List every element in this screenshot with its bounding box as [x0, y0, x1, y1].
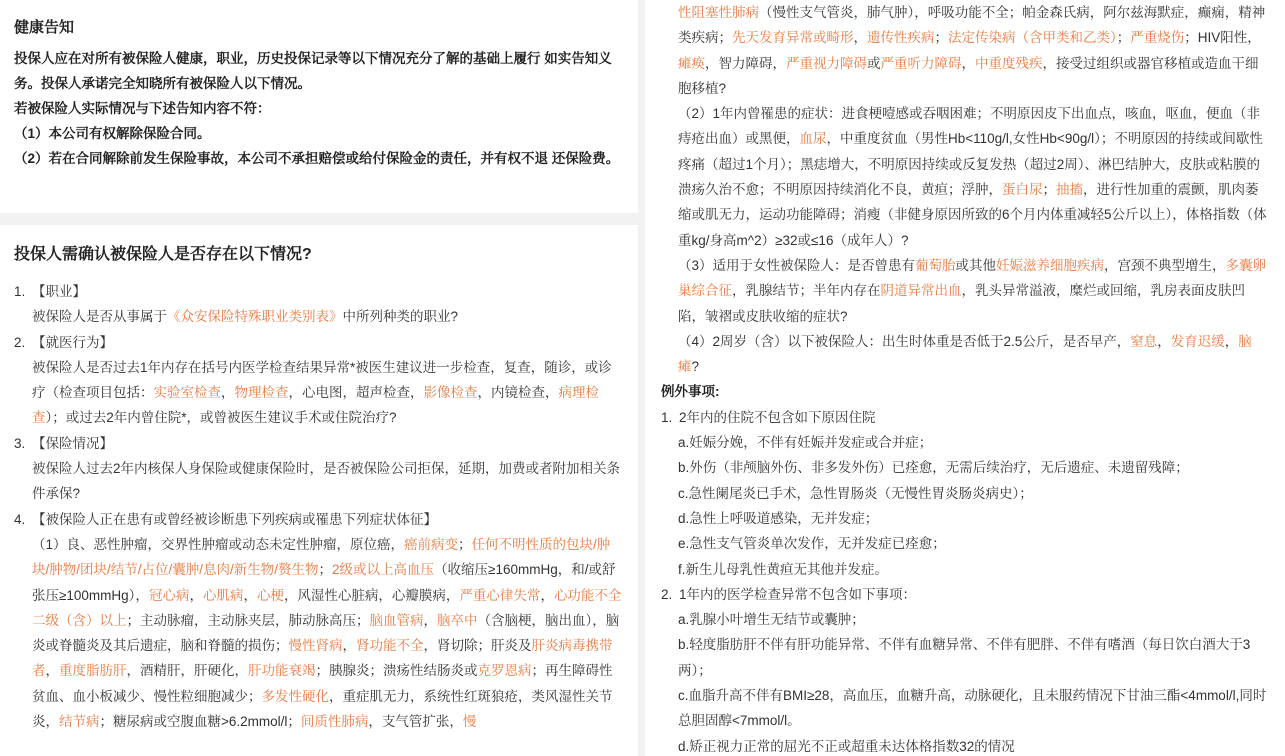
- exception-number: 1.: [661, 409, 673, 425]
- text-segment: （1）良、恶性肿瘤，交界性肿瘤或动态未定性肿瘤，原位癌，: [32, 536, 405, 552]
- highlighted-term: 性阻塞性肺病: [678, 5, 759, 20]
- text-segment: （慢性支气管炎，肺气肿），呼吸功能不全；帕金森氏病，阿尔兹海默症，癫痫，精神类疾病；: [678, 5, 1266, 46]
- text-segment: ，: [1224, 333, 1239, 349]
- text-segment: ）；或过去2年内曾住院*，或曾被医生建议手术或住院治疗?: [45, 410, 397, 426]
- notice-intro: 投保人应在对所有被保险人健康，职业，历史投保记录等以下情况充分了解的基础上履行 如实告知义务。投保人承诺完全知晓所有被保险人以下情况。: [14, 51, 612, 91]
- text-segment: （2）1年内曾罹患的症状：进食梗噎感或吞咽困难；不明原因皮下出血点，咳血，呕血，便血（非痔疮出血）或黑便，: [678, 106, 1261, 147]
- highlighted-term: 慢性肾病: [288, 638, 343, 654]
- question-heading: 【保险情况】: [32, 435, 113, 451]
- text-segment: ，肾切除；肝炎及: [423, 638, 532, 654]
- text-segment: 被保险人过去2年内核保人身保险或健康保险时，是否被保险公司拒保，延期，加费或者附加相关条件承保?: [32, 461, 621, 502]
- text-segment: ；HIV阳性，: [1184, 30, 1261, 46]
- text-segment: 或其他: [955, 257, 997, 273]
- highlighted-term: 严重烧伤: [1130, 30, 1185, 46]
- text-segment: ；: [458, 536, 472, 552]
- text-segment: （含脑梗，脑出血），脑炎或脊髓炎及其后遗症，脑和脊髓的损伤；: [32, 612, 620, 654]
- exception-item: e.急性支气管炎单次发作，无并发症已痊愈；: [678, 536, 946, 552]
- text-segment: ，: [423, 612, 437, 628]
- text-segment: （4）2周岁（含）以下被保险人：出生时体重是否低于2.5公斤，是否早产，: [678, 333, 1131, 349]
- highlighted-term: 结节病: [59, 714, 100, 730]
- question-number: 3.: [14, 435, 26, 451]
- question-text: [14, 304, 622, 329]
- text-segment: ；再生障碍性贫血、血小板减少、慢性粒细胞减少；: [32, 663, 613, 704]
- text-segment: ；主动脉瘤，主动脉夹层，肺动脉高压；: [126, 612, 370, 628]
- exception-item: b.外伤（非颅脑外伤、非多发外伤）已痊愈，无需后续治疗，无后遗症、未遗留残障；: [678, 460, 1189, 476]
- question-heading: 【就医行为】: [32, 334, 113, 350]
- text-segment: 被保险人是否从事属于: [32, 309, 167, 325]
- highlighted-term: 肝炎病毒携带者: [32, 638, 613, 679]
- highlighted-term: 阴道异常出血: [880, 283, 962, 299]
- female-conditions: [661, 253, 1269, 329]
- text-segment: ，宫颈不典型增生，: [1104, 257, 1226, 273]
- text-segment: ，乳头异常溢液，糜烂或回缩，乳房表面皮肤凹陷，皱褶或皮肤收缩的症状?: [678, 283, 1245, 324]
- highlighted-term: 窒息: [1130, 333, 1158, 349]
- highlighted-term: 先天发育异常或畸形: [732, 30, 854, 46]
- highlighted-term: 妊娠滋养细胞疾病: [996, 257, 1105, 273]
- highlighted-term: 抽搐: [1056, 182, 1083, 198]
- highlighted-term: 冠心病: [148, 587, 190, 603]
- highlighted-term: 2级或以上高血压: [332, 562, 435, 578]
- highlighted-term: 多发性硬化: [261, 688, 329, 704]
- exceptions-title: 例外事项:: [661, 384, 720, 400]
- text-segment: ，: [540, 587, 554, 603]
- exception-number: 2.: [661, 586, 673, 602]
- text-segment: ，: [189, 587, 203, 603]
- question-item: [14, 431, 622, 456]
- exception-group: [661, 405, 1269, 430]
- exception-item: c.血脂升高不伴有BMI≥28，高血压，血糖升高，动脉硬化，且未服药情况下甘油三酯<4mmol/l,同时总胆固醇<7mmol/l。: [678, 688, 1267, 729]
- highlighted-term: 心梗: [256, 587, 284, 603]
- text-segment: ；: [318, 562, 333, 578]
- question-item: [14, 507, 622, 532]
- exception-item: d.矫正视力正常的屈光不正或超重未达体格指数32的情况: [678, 738, 1015, 754]
- question-heading: 【职业】: [32, 284, 86, 299]
- text-segment: ，支气管扩张，: [368, 714, 463, 730]
- text-segment: ，心电图，超声检查，: [288, 385, 424, 401]
- exception-heading: 2年内的住院不包含如下原因住院: [679, 409, 876, 425]
- question-heading: 【被保险人正在患有或曾经被诊断患下列疾病或罹患下列症状体征】: [32, 511, 437, 527]
- highlighted-term: 多囊卵巢综合征: [678, 257, 1267, 299]
- text-segment: ，内镜检查，: [477, 385, 559, 401]
- highlighted-term: 血尿: [799, 131, 827, 147]
- text-segment: （收缩压≥160mmHg，和/或舒张压≥100mmHg），: [32, 562, 616, 603]
- highlighted-term: 严重视力障碍: [786, 55, 867, 71]
- highlighted-term: 心功能不全二级（含）以上: [32, 587, 622, 628]
- text-segment: ，进行性加重的震颤，肌肉萎缩或肌无力，运动功能障碍；消瘦（非健身原因所致的6个月内体重减轻5公斤以上），体格指数（体重kg/身高m^2）≥32或≤16（成年人）?: [678, 182, 1267, 248]
- text-segment: ，智力障碍，: [705, 55, 786, 71]
- highlighted-term: 脑瘫: [678, 333, 1252, 375]
- text-segment: ，: [45, 663, 59, 679]
- symptoms-1-year: [661, 101, 1269, 253]
- questions-list: [14, 279, 622, 734]
- highlighted-term: 脑血管病: [369, 612, 424, 628]
- notice-title: 健康告知: [14, 19, 75, 36]
- text-segment: ，酒精肝，肝硬化，: [126, 663, 248, 679]
- highlighted-term: 肾功能不全: [356, 638, 424, 654]
- exception-group: [661, 582, 1269, 607]
- exception-item: b.轻度脂肪肝不伴有肝功能异常、不伴有血糖异常、不伴有肥胖、不伴有嗜酒（每日饮白酒大于3两）；: [678, 637, 1251, 678]
- highlighted-term: 重度脂肪肝: [59, 663, 127, 679]
- text-segment: ，: [221, 385, 235, 401]
- exception-item: a.妊娠分娩，不伴有妊娠并发症或合并症；: [678, 435, 933, 451]
- question-number: 1.: [14, 284, 26, 299]
- highlighted-term: 物理检查: [234, 385, 289, 401]
- health-notice-card: [0, 0, 638, 213]
- exception-heading: 1年内的医学检查异常不包含如下事项：: [679, 586, 917, 602]
- highlighted-term: 心肌病: [202, 587, 244, 603]
- text-segment: ，: [1157, 333, 1171, 349]
- exception-item: d.急性上呼吸道感染，无并发症；: [678, 510, 879, 526]
- notice-condition: 若被保险人实际情况与下述告知内容不符：: [14, 101, 271, 116]
- text-segment: ，乳腺结节；半年内存在: [732, 283, 881, 299]
- text-segment: 或: [867, 55, 881, 71]
- highlighted-term: 遗传性疾病: [867, 30, 935, 46]
- text-segment: ?: [691, 359, 700, 375]
- highlighted-term: 克罗恩病: [477, 663, 532, 679]
- question-text: [14, 456, 622, 507]
- highlighted-term: 脑卒中: [437, 612, 478, 628]
- text-segment: ，中重度贫血（男性Hb<110g/l,女性Hb<90g/l）；不明原因的持续或间歇性疼痛（超过1个月）；黑痣增大，不明原因持续或反复发热（超过2周）、淋巴结肿大，皮肤或粘膜的溃疡久治不愈；不明原因持续消化不良，黄疸；浮肿，: [678, 131, 1263, 198]
- question-text: [14, 532, 622, 734]
- text-segment: ；: [934, 30, 948, 46]
- exception-item: f.新生儿母乳性黄疸无其他并发症。: [678, 561, 889, 577]
- question-item: [14, 330, 622, 355]
- text-segment: ；: [1116, 30, 1131, 46]
- question-item: [14, 279, 622, 304]
- question-text: [14, 355, 622, 431]
- highlighted-term: 《众安保险特殊职业类别表》: [167, 309, 343, 325]
- text-segment: 被保险人是否过去1年内存在括号内医学检查结果异常*被医生建议进一步检查，复查，随诊，或诊疗（检查项目包括：: [32, 359, 612, 401]
- highlighted-term: 实验室检查: [153, 385, 221, 401]
- exceptions-list: [661, 405, 1269, 756]
- question-number: 4.: [14, 511, 26, 527]
- question-number: 2.: [14, 334, 26, 350]
- questions-card: [0, 225, 638, 756]
- left-column: [0, 0, 638, 756]
- highlighted-term: 严重心律失常: [459, 587, 541, 603]
- text-segment: 中所列种类的职业?: [342, 309, 459, 325]
- exception-item: a.乳腺小叶增生无结节或囊肿；: [678, 612, 865, 628]
- exception-item: c.急性阑尾炎已手术，急性胃肠炎（无慢性胃炎肠炎病史）；: [678, 485, 1033, 501]
- highlighted-term: 发育迟缓: [1170, 333, 1225, 349]
- highlighted-term: 中重度残疾: [975, 55, 1043, 71]
- text-segment: ；: [1042, 182, 1056, 198]
- highlighted-term: 间质性肺病: [300, 714, 369, 730]
- text-segment: ，: [243, 587, 257, 603]
- infant-conditions: [661, 329, 1269, 380]
- text-segment: ，风湿性心脏病，心瓣膜病，: [283, 587, 460, 603]
- highlighted-term: 葡萄胎: [915, 257, 956, 273]
- text-segment: ，接受过组织或器官移植或造血干细胞移植?: [678, 55, 1259, 96]
- text-segment: ，: [961, 55, 975, 71]
- text-segment: ，重症肌无力，系统性红斑狼疮，类风湿性关节炎，: [32, 688, 613, 730]
- highlighted-term: 慢: [462, 714, 477, 730]
- highlighted-term: 肝功能衰竭: [248, 663, 316, 679]
- highlighted-term: 法定传染病（含甲类和乙类）: [948, 30, 1117, 46]
- highlighted-term: 瘫痪: [678, 55, 705, 71]
- highlighted-term: 影像检查: [423, 385, 478, 401]
- text-segment: ，: [853, 30, 867, 46]
- disease-list-continued: [661, 0, 1269, 101]
- text-segment: （3）适用于女性被保险人：是否曾患有: [678, 257, 916, 273]
- right-column: [645, 0, 1285, 756]
- notice-clause-1: （1）本公司有权解除保险合同。: [14, 126, 211, 141]
- text-segment: ，: [342, 638, 356, 654]
- highlighted-term: 癌前病变: [404, 536, 459, 552]
- text-segment: ；糖尿病或空腹血糖>6.2mmol/l；: [99, 714, 301, 730]
- highlighted-term: 蛋白尿: [1002, 182, 1043, 198]
- highlighted-term: 任何不明性质的包块/肿块/肿物/团块/结节/占位/囊肿/息肉/新生物/赘生物: [32, 536, 611, 578]
- notice-clause-2: （2）若在合同解除前发生保险事故，本公司不承担赔偿或给付保险金的责任，并有权不退 还保险费。: [14, 151, 620, 166]
- questions-title: 投保人需确认被保险人是否存在以下情况?: [14, 246, 312, 263]
- text-segment: ；胰腺炎；溃疡性结肠炎或: [315, 663, 478, 679]
- highlighted-term: 病理检查: [32, 385, 599, 426]
- highlighted-term: 严重听力障碍: [880, 55, 962, 71]
